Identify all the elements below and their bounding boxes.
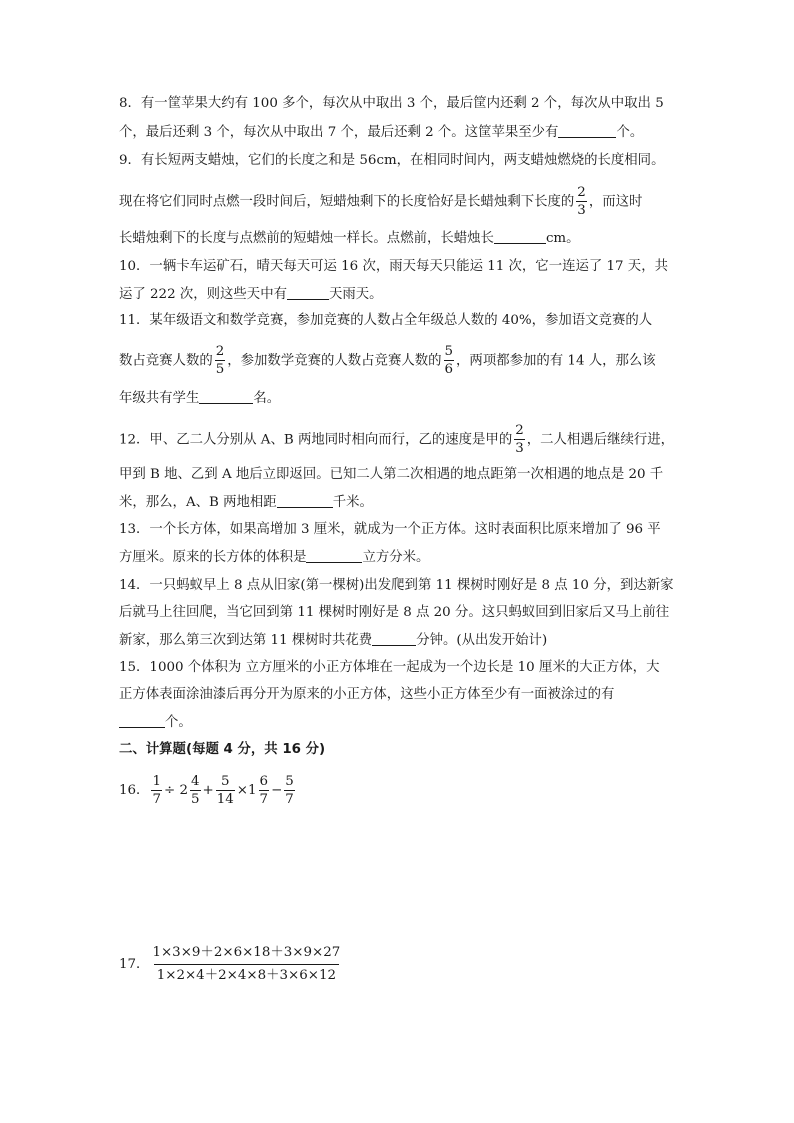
q8-line1: 8．有一筐苹果大约有 100 多个，每次从中取出 3 个，最后筐内还剩 2 个，每次从中取出 5 — [119, 96, 664, 111]
q12-answer-blank[interactable] — [277, 493, 333, 508]
q10-line1: 10．一辆卡车运矿石，晴天每天可运 16 次，雨天每天只能运 11 次，它一连运了 17 天，共 — [119, 259, 668, 274]
section-2-heading: 二、计算题(每题 4 分，共 16 分) — [119, 742, 326, 757]
q15-answer-blank[interactable] — [119, 713, 165, 728]
q14-line1: 14．一只蚂蚁早上 8 点从旧家(第一棵树)出发爬到第 11 棵树时刚好是 8 点 10 分，到达新家 — [119, 578, 674, 593]
q16-frac-c: $\frac{5}{14}$ — [216, 774, 234, 808]
q9-line2: 现在将它们同时点燃一段时间后，短蜡烛剩下的长度恰好是长蜡烛剩下长度的 $\frac{2}{3}$ ，而这时 — [119, 185, 643, 219]
q12-fraction: $\frac{2}{3}$ — [515, 423, 524, 457]
q14-line3: 新家，那么第三次到达第 11 棵树时共花费 分钟。(从出发开始计) — [119, 633, 548, 648]
q16-frac-e: $\frac{5}{7}$ — [285, 774, 294, 808]
q13-line1: 13．一个长方体，如果高增加 3 厘米，就成为一个正方体。这时表面积比原来增加了 96 平 — [119, 522, 661, 537]
q16-expression: 16． $\frac{1}{7}$ ÷ 2 $\frac{4}{5}$ + $\frac{5}{14}$ ×1 $\frac{6}{7}$ − $\frac{5}{7}$ — [119, 774, 294, 808]
q11-line2: 数占竞赛人数的 $\frac{2}{5}$ ，参加数学竞赛的人数占竞赛人数的 $\frac{5}{6}$ ，两项都参加的有 14 人，那么该 — [119, 344, 656, 378]
q16-frac-a: $\frac{1}{7}$ — [152, 774, 161, 808]
q11-line1: 11．某年级语文和数学竞赛，参加竞赛的人数占全年级总人数的 40%，参加语文竞赛的人 — [119, 313, 653, 328]
q13-answer-blank[interactable] — [306, 548, 362, 563]
q11-fraction-2: $\frac{5}{6}$ — [444, 344, 454, 378]
q17-fraction: $\frac{1\times 3\times 9+2\times 6\times 18+3\times 9\times 27}{1\times 2\times 4+2\times 4\times 8+3\times 6\times 12}$ — [152, 945, 341, 984]
q11-answer-blank[interactable] — [199, 389, 253, 404]
q8-answer-blank[interactable] — [558, 123, 616, 138]
q17-expression: 17． $\frac{1\times 3\times 9+2\times 6\times 18+3\times 9\times 27}{1\times 2\times 4+2\times 4\times 8+3\times 6\times 12}$ — [119, 945, 343, 984]
q13-line2: 方厘米。原来的长方体的体积是 立方分米。 — [119, 550, 430, 565]
q11-fraction-1: $\frac{2}{5}$ — [215, 344, 225, 378]
q9-fraction: $\frac{2}{3}$ — [577, 185, 586, 219]
q16-frac-d: $\frac{6}{7}$ — [259, 774, 269, 808]
q14-line2: 后就马上往回爬，当它回到第 11 棵树时刚好是 8 点 20 分。这只蚂蚁回到旧家后又马上前往 — [119, 605, 670, 620]
q15-line2: 正方体表面涂油漆后再分开为原来的小正方体，这些小正方体至少有一面被涂过的有 — [119, 687, 615, 702]
q9-line1: 9．有长短两支蜡烛，它们的长度之和是 56cm，在相同时间内，两支蜡烛燃烧的长度相同。 — [119, 153, 665, 168]
q15-line1: 15．1000 个体积为 立方厘米的小正方体堆在一起成为一个边长是 10 厘米的大正方体，大 — [119, 660, 660, 675]
q12-line1: 12．甲、乙二人分别从 A、B 两地同时相向而行，乙的速度是甲的 $\frac{2}{3}$ ，二人相遇后继续行进， — [119, 423, 675, 457]
q15-line3: 个。 — [119, 713, 192, 732]
q9-line3: 长蜡烛剩下的长度与点燃前的短蜡烛一样长。点燃前，长蜡烛长 cm。 — [119, 231, 580, 246]
q14-answer-blank[interactable] — [372, 631, 416, 646]
q12-line3: 米，那么，A、B 两地相距 千米。 — [119, 495, 373, 510]
q10-answer-blank[interactable] — [287, 285, 329, 300]
q11-line3: 年级共有学生 名。 — [119, 391, 281, 406]
q10-line2: 运了 222 次，则这些天中有 天雨天。 — [119, 287, 383, 302]
q12-line2: 甲到 B 地、乙到 A 地后立即返回。已知二人第二次相遇的地点距第一次相遇的地点是 20 千 — [119, 467, 664, 482]
q9-answer-blank[interactable] — [494, 229, 546, 244]
q16-frac-b: $\frac{4}{5}$ — [190, 774, 200, 808]
q8-line2: 个，最后还剩 3 个，每次从中取出 7 个，最后还剩 2 个。这筐苹果至少有 个。 — [119, 125, 644, 140]
